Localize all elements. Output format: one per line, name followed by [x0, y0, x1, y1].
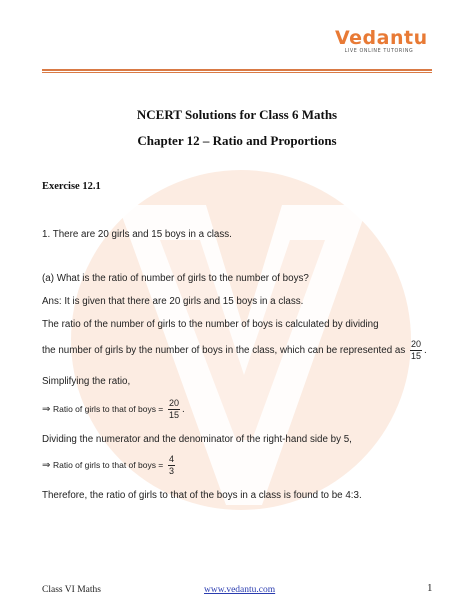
answer-line: Ans: It is given that there are 20 girls and 15 boys in a class.: [42, 296, 304, 307]
ratio-label: Ratio of girls to that of boys =: [52, 460, 164, 471]
vedantu-logo: [335, 27, 428, 54]
fraction-4-3: [168, 454, 175, 477]
logo-wordmark: Vedantu: [335, 27, 428, 49]
chapter-heading: Chapter 12 – Ratio and Proportions: [137, 133, 337, 148]
ratio-equation-1: [42, 398, 185, 421]
ratio-label: Ratio of girls to that of boys =: [52, 404, 164, 415]
fraction-20-15: [410, 339, 422, 362]
solution-line-1: The ratio of the number of girls to the number of boys is calculated by dividing: [42, 319, 379, 330]
implies-symbol: ⇒: [42, 460, 51, 472]
fraction-numerator: 20: [410, 339, 421, 349]
simplifying-line: Simplifying the ratio,: [42, 376, 131, 387]
page-title: NCERT Solutions for Class 6 Maths: [136, 107, 338, 122]
logo-tagline: LIVE ONLINE TUTORING: [344, 49, 414, 54]
header-rule-thin: [42, 72, 432, 73]
header-rule: [42, 69, 432, 71]
fraction-20-15-b: [168, 398, 180, 421]
part-a-question: (a) What is the ratio of number of girls to the number of boys?: [42, 273, 309, 284]
fraction-numerator: 20: [169, 398, 180, 408]
fraction-denominator: 15: [410, 351, 421, 361]
fraction-period: .: [423, 345, 427, 357]
fraction-period: .: [182, 404, 185, 416]
page-number: 1: [427, 582, 433, 594]
fraction-denominator: 15: [169, 410, 180, 420]
implies-symbol: ⇒: [42, 404, 51, 416]
exercise-heading: Exercise 12.1: [42, 181, 101, 192]
footer-class-label: Class VI Maths: [42, 585, 101, 595]
solution-line-2-text: the number of girls by the number of boys in the class, which can be represented as: [42, 345, 406, 357]
dividing-line: Dividing the numerator and the denominator of the right-hand side by 5,: [42, 434, 352, 445]
question-text: 1. There are 20 girls and 15 boys in a class.: [42, 229, 232, 240]
ratio-equation-2: [42, 454, 177, 477]
solution-line-2: [42, 339, 427, 362]
footer-website-link[interactable]: www.vedantu.com: [204, 585, 276, 595]
fraction-denominator: 3: [169, 466, 175, 476]
fraction-numerator: 4: [169, 454, 175, 464]
conclusion-line: Therefore, the ratio of girls to that of the boys in a class is found to be 4:3.: [42, 490, 362, 501]
